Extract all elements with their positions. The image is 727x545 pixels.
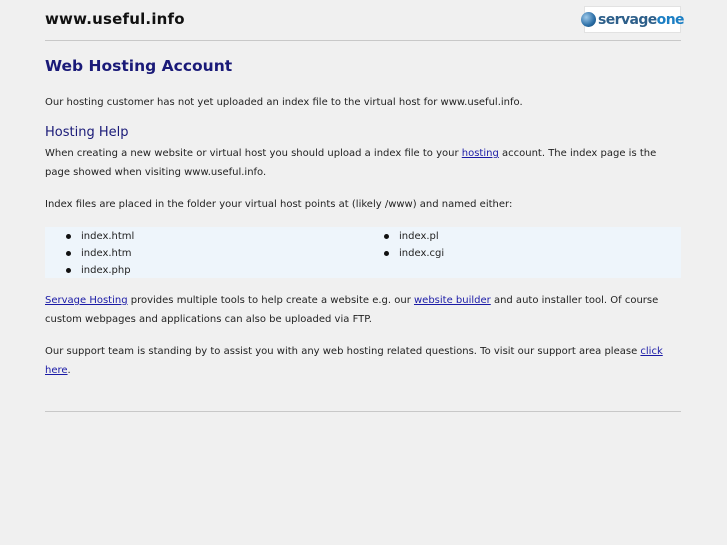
logo-wordmark: servageone xyxy=(598,11,684,28)
page-container xyxy=(45,0,684,376)
index-files-list-left xyxy=(45,228,134,279)
list-item: index.php xyxy=(45,262,134,279)
servage-hosting-link[interactable]: Servage Hosting xyxy=(45,295,128,306)
index-info-text: Index files are placed in the folder your virtual host points at (likely /www) and named either: xyxy=(45,199,513,210)
header xyxy=(45,0,684,41)
click-here-link[interactable]: click here xyxy=(45,346,663,376)
list-item: index.cgi xyxy=(363,245,444,262)
site-title: www.useful.info xyxy=(45,10,185,28)
tools-paragraph: Servage Hosting provides multiple tools to help create a website e.g. our website builder and auto installer tool. Of course custom webpages and applications can also be uploaded via FTP. xyxy=(45,295,659,325)
support-paragraph: Our support team is standing by to assist you with any web hosting related questions. To visit our support area please click here. xyxy=(45,346,663,376)
index-files-list-right xyxy=(363,228,444,262)
list-item: index.pl xyxy=(363,228,444,245)
hosting-help-heading: Hosting Help xyxy=(45,125,129,140)
page-title: Web Hosting Account xyxy=(45,57,233,75)
servage-logo[interactable] xyxy=(584,6,684,33)
intro-text: Our hosting customer has not yet uploaded an index file to the virtual host for www.useful.info. xyxy=(45,97,523,108)
index-files-box xyxy=(45,227,681,278)
list-item: index.html xyxy=(45,228,134,245)
help-paragraph: When creating a new website or virtual host you should upload a index file to your hosting account. The index page is the page showed when visiting www.useful.info. xyxy=(45,148,657,178)
list-item: index.htm xyxy=(45,245,134,262)
website-builder-link[interactable]: website builder xyxy=(413,295,491,306)
hosting-link[interactable]: hosting xyxy=(461,148,499,159)
globe-icon xyxy=(581,12,596,27)
footer-divider xyxy=(45,411,681,412)
